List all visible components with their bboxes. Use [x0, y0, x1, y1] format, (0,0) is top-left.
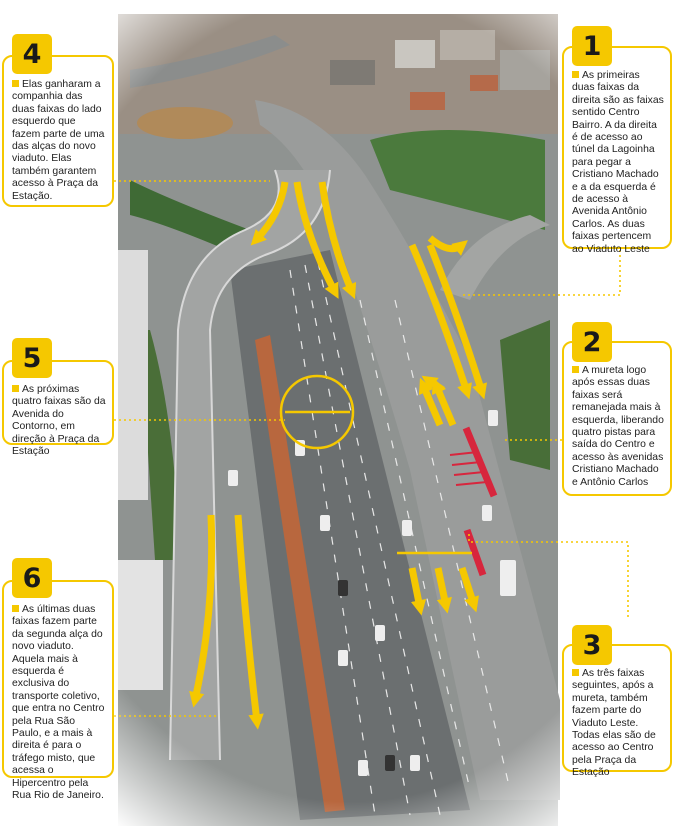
callout-4 [2, 55, 114, 207]
bullet-square [12, 80, 19, 87]
bullet-square [572, 366, 579, 373]
callout-3-number: 3 [572, 625, 612, 665]
callout-6 [2, 580, 114, 802]
callout-1-text: As primeiras duas faixas da direita são as faixas sentido Centro Bairro. A da direita é de acesso ao túnel da Lagoinha para pegar a Cristiano Machado e a da esquerda é de acesso à Avenida Antônio Carlos. As duas faixas pertencem ao Viaduto Leste [572, 70, 664, 255]
callout-6-text: As últimas duas faixas fazem parte da segunda alça do novo viaduto. Aquela mais à esquerda é exclusiva do transporte coletivo, que entra no Centro pela Rua São Paulo, e a mais à direita é para o tráfego misto, que acessa o Hipercentro pela Rua Rio de Janeiro. [12, 604, 105, 802]
callout-2-text: A mureta logo após essas duas faixas será remanejada mais à esquerda, liberando quatro pistas para saída do Centro e acesso às avenidas Cristiano Machado e Antônio Carlos [572, 365, 664, 488]
callout-6-number: 6 [12, 558, 52, 598]
bullet-square [572, 71, 579, 78]
bullet-square [572, 669, 579, 676]
callout-4-number: 4 [12, 34, 52, 74]
callout-5-text: As próximas quatro faixas são da Avenida do Contorno, em direção à Praça da Estação [12, 384, 106, 458]
callout-3-text: As três faixas seguintes, após a mureta, também fazem parte do Viaduto Leste. Todas elas são de acesso ao Centro pela Praça da Estação [572, 668, 656, 779]
bullet-square [12, 605, 19, 612]
callout-1 [562, 46, 672, 255]
callout-2-number: 2 [572, 322, 612, 362]
callout-1-number: 1 [572, 26, 612, 66]
callout-4-text: Elas ganharam a companhia das duas faixas do lado esquerdo que fazem parte de uma das alças do novo viaduto. Elas também garantem acesso à Praça da Estação. [12, 79, 105, 202]
bullet-square [12, 385, 19, 392]
callout-2 [562, 341, 672, 496]
callout-5-number: 5 [12, 338, 52, 378]
